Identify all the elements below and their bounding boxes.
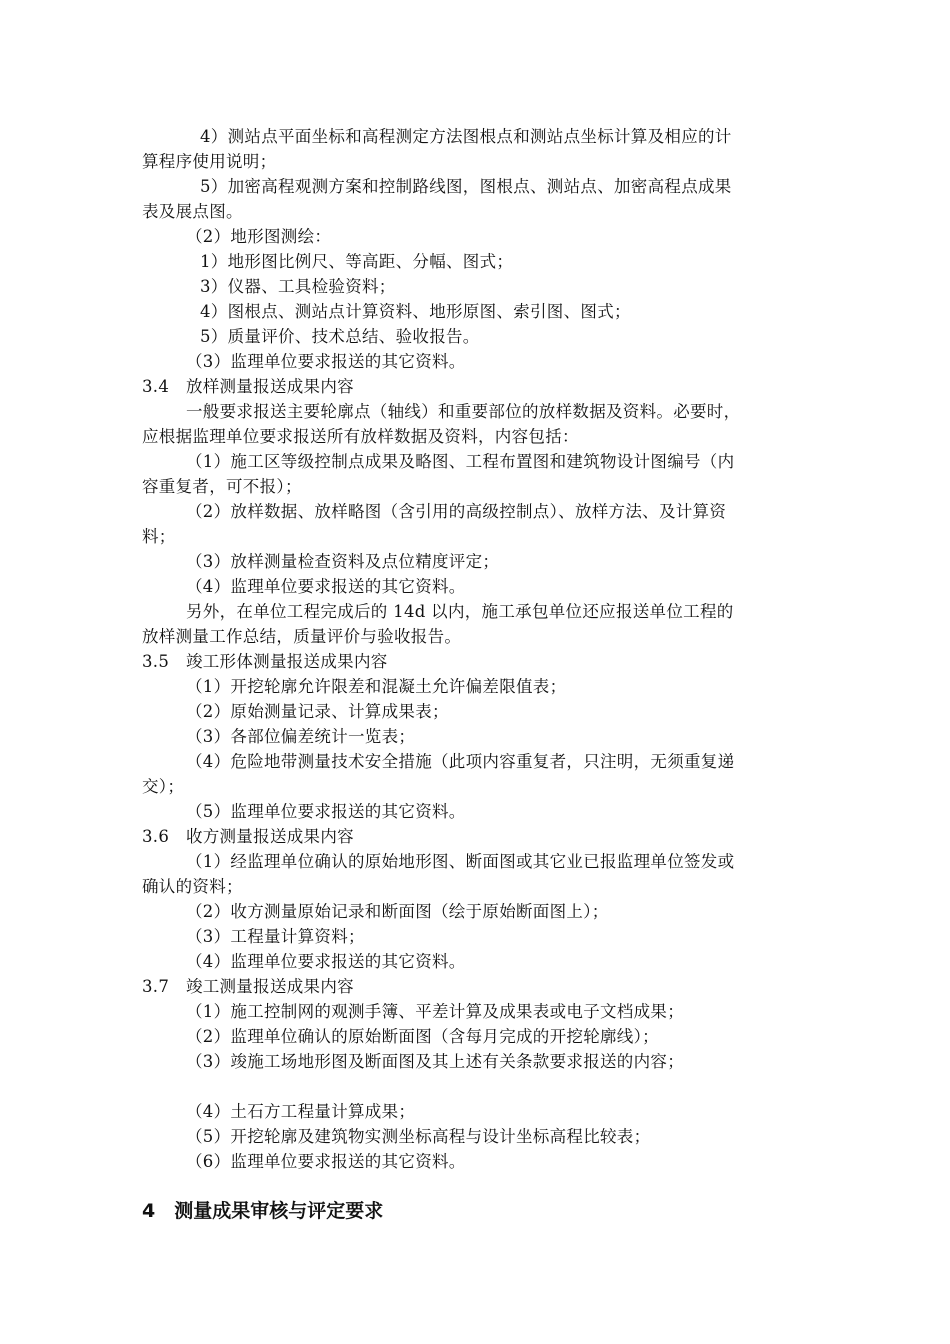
paragraph-line: 4）测站点平面坐标和高程测定方法图根点和测站点坐标计算及相应的计: [200, 127, 732, 146]
paragraph-line: 应根据监理单位要求报送所有放样数据及资料，内容包括：: [142, 427, 579, 446]
list-item: （5）开挖轮廓及建筑物实测坐标高程与设计坐标高程比较表；: [186, 1127, 651, 1146]
list-item: 3）仪器、工具检验资料；: [200, 277, 396, 296]
list-item: （3）各部位偏差统计一览表；: [186, 727, 416, 746]
list-heading: （2）地形图测绘：: [186, 227, 332, 246]
list-item: 5）质量评价、技术总结、验收报告。: [200, 327, 480, 346]
paragraph-line: 交）；: [142, 777, 185, 796]
paragraph-line: 算程序使用说明；: [142, 152, 277, 171]
list-item: （6）监理单位要求报送的其它资料。: [186, 1152, 466, 1171]
paragraph-line: 容重复者，可不报）；: [142, 477, 302, 496]
list-item: （4）监理单位要求报送的其它资料。: [186, 952, 466, 971]
list-item: （3）监理单位要求报送的其它资料。: [186, 352, 466, 371]
chapter-heading: 4 测量成果审核与评定要求: [142, 1200, 384, 1222]
list-item: 1）地形图比例尺、等高距、分幅、图式；: [200, 252, 514, 271]
list-item: （1）施工控制网的观测手簿、平差计算及成果表或电子文档成果；: [186, 1002, 684, 1021]
paragraph-line: 一般要求报送主要轮廓点（轴线）和重要部位的放样数据及资料。必要时，: [186, 402, 741, 421]
list-item: （1）开挖轮廓允许限差和混凝土允许偏差限值表；: [186, 677, 567, 696]
list-item: （2）监理单位确认的原始断面图（含每月完成的开挖轮廓线）；: [186, 1027, 659, 1046]
list-item: （3）放样测量检查资料及点位精度评定；: [186, 552, 500, 571]
paragraph-line: 表及展点图。: [142, 202, 243, 221]
list-item: （2）放样数据、放样略图（含引用的高级控制点）、放样方法、及计算资: [186, 502, 727, 521]
paragraph-line: 确认的资料；: [142, 877, 243, 896]
section-heading-3-7: 3.7 竣工测量报送成果内容: [142, 977, 354, 996]
list-item: （4）土石方工程量计算成果；: [186, 1102, 416, 1121]
list-item: （3）工程量计算资料；: [186, 927, 365, 946]
list-item: （4）危险地带测量技术安全措施（此项内容重复者，只注明，无须重复递: [186, 752, 735, 771]
section-heading-3-4: 3.4 放样测量报送成果内容: [142, 377, 354, 396]
paragraph-line: 另外，在单位工程完成后的 14d 以内，施工承包单位还应报送单位工程的: [186, 602, 734, 621]
list-item: （3）竣施工场地形图及断面图及其上述有关条款要求报送的内容；: [186, 1052, 684, 1071]
list-item: （4）监理单位要求报送的其它资料。: [186, 577, 466, 596]
paragraph-line: 放样测量工作总结，质量评价与验收报告。: [142, 627, 462, 646]
paragraph-line: 5）加密高程观测方案和控制路线图，图根点、测站点、加密高程点成果: [200, 177, 732, 196]
paragraph-line: 料；: [142, 527, 176, 546]
list-item: （1）经监理单位确认的原始地形图、断面图或其它业已报监理单位签发或: [186, 852, 735, 871]
list-item: （1）施工区等级控制点成果及略图、工程布置图和建筑物设计图编号（内: [186, 452, 735, 471]
section-heading-3-6: 3.6 收方测量报送成果内容: [142, 827, 354, 846]
section-heading-3-5: 3.5 竣工形体测量报送成果内容: [142, 652, 388, 671]
list-item: （2）收方测量原始记录和断面图（绘于原始断面图上）；: [186, 902, 609, 921]
list-item: 4）图根点、测站点计算资料、地形原图、索引图、图式；: [200, 302, 631, 321]
list-item: （5）监理单位要求报送的其它资料。: [186, 802, 466, 821]
list-item: （2）原始测量记录、计算成果表；: [186, 702, 449, 721]
